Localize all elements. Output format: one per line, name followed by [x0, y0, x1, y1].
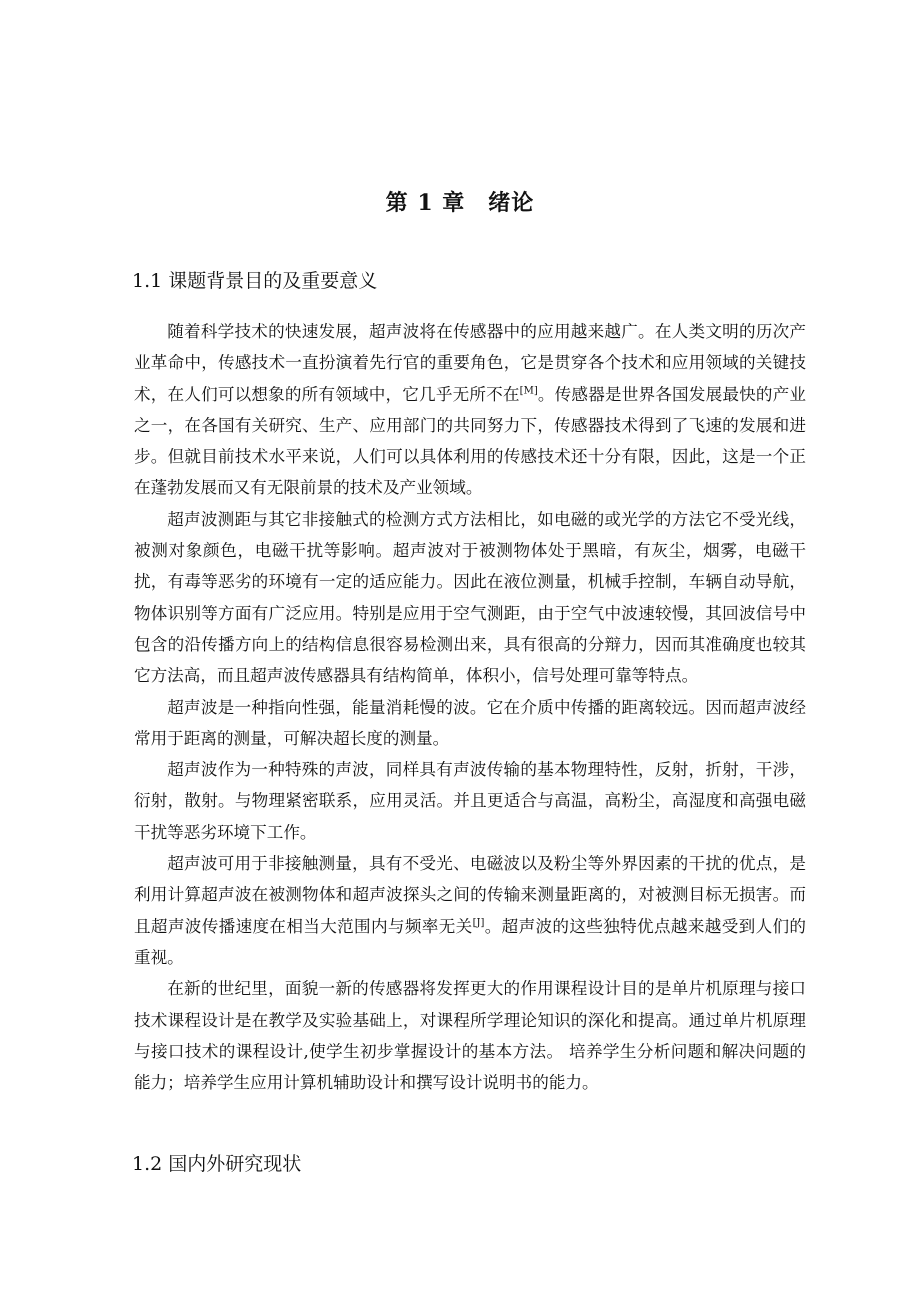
paragraph-1	[134, 316, 806, 504]
paragraph-3: 超声波是一种指向性强，能量消耗慢的波。它在介质中传播的距离较远。因而超声波经常用于距离的测量，可解决超长度的测量。	[134, 697, 806, 748]
paragraph-1-text-b: 。传感器是世界各国发展最快的产业之一，在各国有关研究、生产、应用部门的共同努力下，传感器技术得到了飞速的发展和进步。但就目前技术水平来说，人们可以具体利用的传感技术还十分有限，因此，这是一个正在蓬勃发展而又有无限前景的技术及产业领域。	[134, 384, 807, 498]
paragraph-5-text-b: 。超声波的这些独特优点越来越受到人们的重视。	[134, 916, 807, 967]
paragraph-5	[134, 848, 806, 973]
citation-mark: [M]	[519, 385, 538, 397]
paragraph-4: 超声波作为一种特殊的声波，同样具有声波传输的基本物理特性，反射，折射，干涉，衍射，散射。与物理紧密联系，应用灵活。并且更适合与高温，高粉尘，高湿度和高强电磁干扰等恶劣环境下工作。	[134, 760, 806, 842]
section-heading-1-2: 1.2 国内外研究现状	[132, 1153, 302, 1175]
citation-mark: [J]	[472, 917, 485, 929]
paragraph-6: 在新的世纪里，面貌一新的传感器将发挥更大的作用课程设计目的是单片机原理与接口技术课程设计是在教学及实验基础上，对课程所学理论知识的深化和提高。通过单片机原理与接口技术的课程设计,使学生初步掌握设计的基本方法。 培养学生分析问题和解决问题的能力；培养学生应用计算机辅助设计和撰写设计说明书的能力。	[134, 979, 806, 1093]
paragraph-2: 超声波测距与其它非接触式的检测方式方法相比，如电磁的或光学的方法它不受光线，被测对象颜色，电磁干扰等影响。超声波对于被测物体处于黑暗，有灰尘，烟雾，电磁干扰，有毒等恶劣的环境有一定的适应能力。因此在液位测量，机械手控制，车辆自动导航，物体识别等方面有广泛应用。特别是应用于空气测距，由于空气中波速较慢，其回波信号中包含的沿传播方向上的结构信息很容易检测出来，具有很高的分辩力，因而其准确度也较其它方法高，而且超声波传感器具有结构简单，体积小，信号处理可靠等特点。	[134, 509, 806, 686]
chapter-title: 第 1 章 绪论	[385, 190, 535, 216]
body-text	[134, 316, 806, 1098]
paragraph-5-text-a: 超声波可用于非接触测量，具有不受光、电磁波以及粉尘等外界因素的干扰的优点，是利用计算超声波在被测物体和超声波探头之间的传输来测量距离的，对被测目标无损害。而且超声波传播速度在相当大范围内与频率无关	[134, 854, 806, 936]
paragraph-1-text-a: 随着科学技术的快速发展，超声波将在传感器中的应用越来越广。在人类文明的历次产业革命中，传感技术一直扮演着先行官的重要角色，它是贯穿各个技术和应用领域的关键技术，在人们可以想象的所有领域中，它几乎无所不在	[134, 322, 806, 404]
section-heading-1-1: 1.1 课题背景目的及重要意义	[132, 270, 378, 292]
